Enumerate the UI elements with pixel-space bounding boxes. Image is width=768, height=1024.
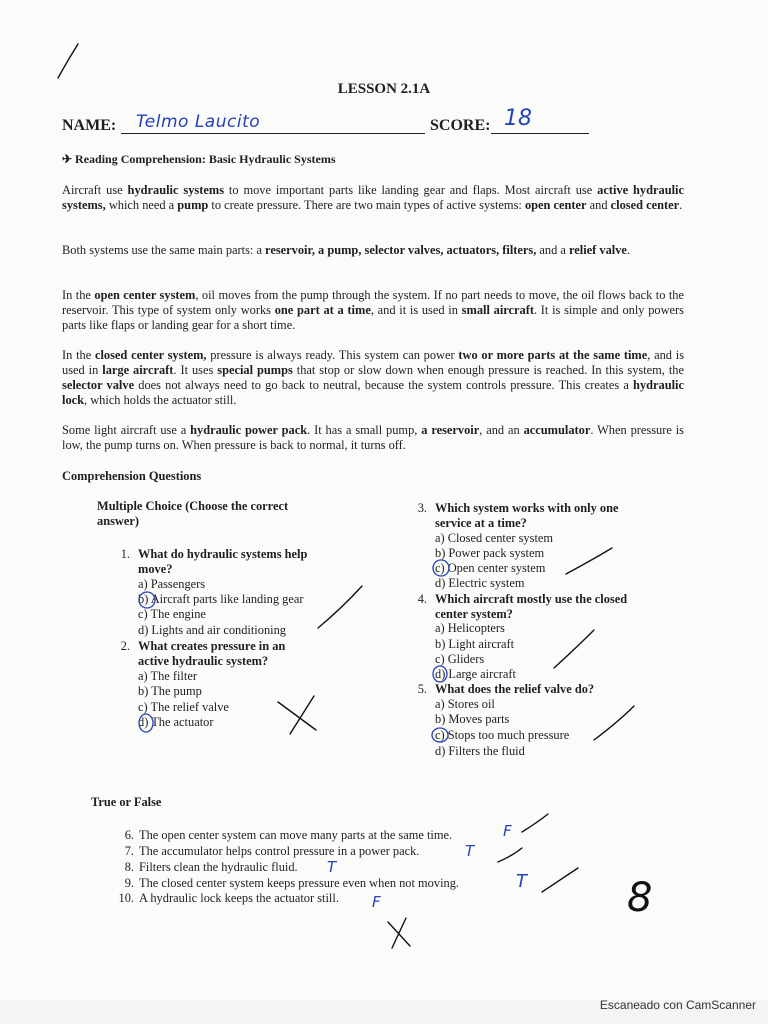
paragraph-text: to create pressure. There are two main types of active systems:	[208, 198, 525, 212]
paragraph-text: and a	[536, 243, 570, 257]
paragraph-text: and	[586, 198, 611, 212]
option-d: d) The actuator	[138, 715, 214, 729]
cross-mark-q2	[278, 696, 316, 734]
bold-term: hydraulic systems	[127, 183, 225, 197]
option-c: c) Gliders	[435, 652, 485, 666]
tf-statement: The accumulator helps control pressure in a power pack.	[139, 844, 420, 858]
paragraph-text: Some light aircraft use a	[62, 423, 191, 437]
bold-term: hydraulic power pack	[190, 423, 308, 437]
tf-number: 8.	[124, 860, 134, 874]
answer-circle-q3	[433, 560, 449, 576]
answer-circles	[139, 560, 449, 742]
bold-term: closed center system,	[94, 348, 207, 362]
paragraph-text: .	[679, 198, 683, 212]
tf-answer-10: F	[372, 893, 381, 911]
bold-term: open center	[524, 198, 587, 212]
paragraph-text: , oil moves from the pump through the system. If no part needs to move, the oil flows back to the reservoir. This type of system only works	[62, 288, 684, 317]
bold-term: hydraulic lock	[62, 378, 684, 407]
answer-circle-q4	[433, 666, 447, 682]
bold-term: pump	[177, 198, 209, 212]
bold-term: two or more parts at the same time	[458, 348, 648, 362]
question-number: 4.	[417, 592, 427, 606]
tf-score-mark: 8	[627, 875, 653, 921]
option-c: c) The relief valve	[138, 700, 229, 714]
bold-term: special pumps	[217, 363, 293, 377]
paragraph-text: , and it is used in	[370, 303, 462, 317]
paragraph-text: does not always need to go back to neutral, because the system controls pressure. This creates a	[134, 378, 634, 392]
paragraph-text: pressure is always ready. This system can power	[206, 348, 459, 362]
option-a: a) Helicopters	[435, 621, 505, 635]
score-label: SCORE:	[430, 117, 491, 134]
tf-statement: Filters clean the hydraulic fluid.	[139, 860, 298, 874]
check-mark-q1	[318, 586, 362, 628]
question-stem: What do hydraulic systems help move?	[138, 547, 308, 577]
bold-term: open center system	[94, 288, 196, 302]
cross-mark-tf10	[388, 918, 410, 948]
question-number: 3.	[417, 501, 427, 515]
tf-answer-9: T	[516, 871, 527, 892]
option-b: b) Aircraft parts like landing gear	[138, 592, 304, 606]
answer-circle-q5	[432, 728, 448, 742]
tf-answer-8: T	[327, 858, 337, 876]
scanner-credit: Escaneado con CamScanner	[599, 998, 756, 1012]
question-number: 2.	[120, 639, 130, 653]
bold-term: large aircraft	[102, 363, 174, 377]
bold-term: active hydraulic systems,	[62, 183, 684, 212]
option-d: d) Large aircraft	[435, 667, 516, 681]
section-heading: ✈ Reading Comprehension: Basic Hydraulic Systems	[62, 152, 336, 166]
multiple-choice-heading: Multiple Choice (Choose the correct answer)	[97, 499, 289, 528]
tf-number: 9.	[124, 876, 134, 890]
bold-term: accumulator	[523, 423, 591, 437]
option-d: d) Lights and air conditioning	[138, 623, 286, 637]
tf-statement: The closed center system keeps pressure even when not moving.	[139, 876, 459, 890]
true-false-heading: True or False	[91, 795, 162, 809]
paragraph-text: .	[626, 243, 631, 257]
question-number: 1.	[120, 547, 130, 561]
check-mark-tf6	[522, 814, 548, 832]
tf-statement: A hydraulic lock keeps the actuator still.	[139, 891, 339, 905]
bold-term: selector valve	[62, 378, 135, 392]
answer-circle-q1	[139, 592, 155, 608]
option-c: c) Open center system	[435, 561, 546, 575]
question-number: 5.	[417, 682, 427, 696]
paragraph-text: that stop or slow down when enough pressure is reached. In this system, the	[292, 363, 684, 377]
paragraph-text: In the	[62, 348, 95, 362]
bold-term: reservoir, a pump, selector valves, actuators, filters,	[265, 243, 537, 257]
option-a: a) Passengers	[138, 577, 206, 591]
bold-term: small aircraft	[461, 303, 534, 317]
option-c: c) Stops too much pressure	[435, 728, 570, 742]
question-stem: Which system works with only one service at a time?	[435, 501, 619, 531]
question-stem: What does the relief valve do?	[435, 682, 595, 696]
paragraph-text: to move important parts like landing gear and flaps. Most aircraft use	[224, 183, 598, 197]
answer-circle-q2	[139, 714, 153, 732]
option-a: a) Stores oil	[435, 697, 495, 711]
check-mark-q3	[566, 548, 612, 574]
tf-number: 7.	[124, 844, 134, 858]
option-c: c) The engine	[138, 607, 206, 621]
option-d: d) Filters the fluid	[435, 744, 525, 758]
bold-term: closed center	[610, 198, 680, 212]
paragraph-text: . It is simple and only powers parts like flaps or landing gear for a short time.	[62, 303, 685, 332]
score-value: 18	[504, 106, 532, 131]
comprehension-heading: Comprehension Questions	[62, 469, 202, 483]
paragraph-text: , and an	[479, 423, 524, 437]
check-mark-tf9	[542, 868, 578, 892]
question-stem: What creates pressure in an active hydraulic system?	[138, 639, 286, 669]
option-a: a) The filter	[138, 669, 197, 683]
corner-check-mark	[58, 44, 78, 78]
tf-number: 6.	[124, 828, 134, 842]
student-name: Telmo Laucito	[136, 112, 261, 132]
bold-term: relief valve	[569, 243, 627, 257]
tf-answer-7: T	[465, 842, 475, 860]
paragraph-text: Both systems use the same main parts: a	[62, 243, 266, 257]
paragraph-text: . It has a small pump,	[307, 423, 422, 437]
lesson-title: LESSON 2.1A	[337, 81, 431, 97]
bold-term: a reservoir	[421, 423, 480, 437]
option-b: b) Light aircraft	[435, 637, 515, 651]
check-mark-q4	[554, 630, 594, 668]
name-label: NAME:	[62, 117, 117, 134]
tf-statement: The open center system can move many parts at the same time.	[139, 828, 453, 842]
check-mark-q5	[594, 706, 634, 740]
question-stem: Which aircraft mostly use the closed center system?	[435, 592, 628, 622]
paragraph-text: . It uses	[173, 363, 218, 377]
paragraph-text: . When pressure is low, the pump turns on. When pressure is back to normal, it turns off.	[62, 423, 685, 452]
paragraph-text: Aircraft use	[62, 183, 128, 197]
option-b: b) The pump	[138, 684, 202, 698]
check-mark-tf7	[498, 848, 522, 862]
option-a: a) Closed center system	[435, 531, 554, 545]
paragraph-text: which need a	[105, 198, 178, 212]
option-b: b) Power pack system	[435, 546, 545, 560]
paragraph-text: , which holds the actuator still.	[84, 393, 237, 407]
bold-term: one part at a time	[274, 303, 371, 317]
paragraph-text: , and is used in	[62, 348, 685, 377]
tf-answer-6: F	[503, 822, 512, 840]
tf-number: 10.	[118, 891, 134, 905]
paragraph-text: In the	[62, 288, 95, 302]
option-d: d) Electric system	[435, 576, 525, 590]
grader-marks	[58, 44, 634, 948]
option-b: b) Moves parts	[435, 712, 510, 726]
